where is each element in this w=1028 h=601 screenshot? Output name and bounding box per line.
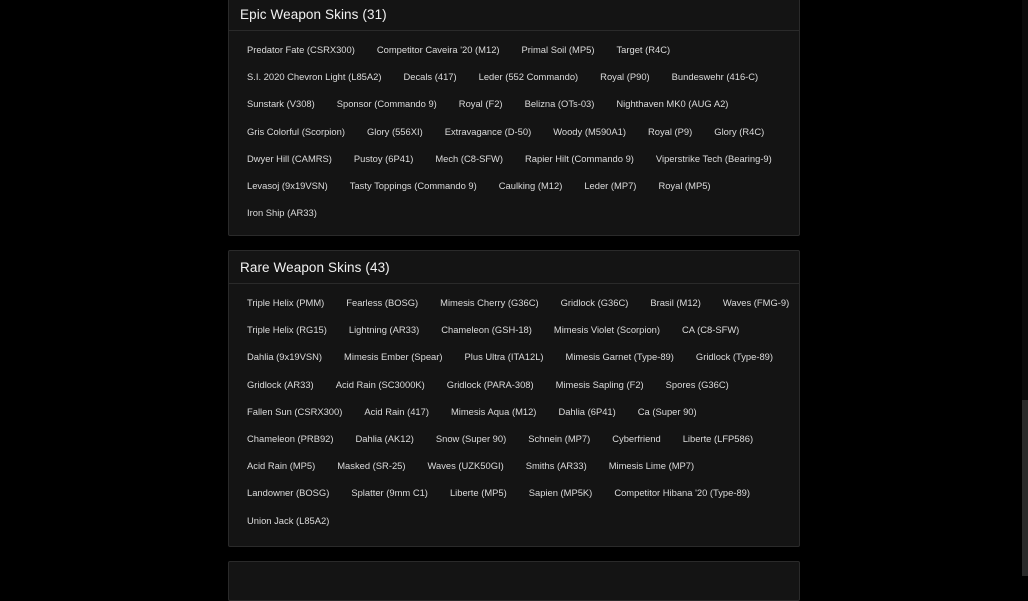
next-section-panel — [228, 561, 800, 601]
skin-item[interactable]: Mimesis Violet (Scorpion) — [553, 324, 661, 336]
skin-item[interactable]: Chameleon (PRB92) — [247, 433, 334, 445]
skin-item[interactable]: Mimesis Sapling (F2) — [555, 378, 644, 390]
skin-row — [236, 398, 793, 425]
skin-item[interactable]: Glory (R4C) — [714, 125, 765, 137]
skin-item[interactable]: Levasoj (9x19VSN) — [247, 180, 328, 192]
skin-row — [236, 172, 793, 199]
skin-item[interactable]: Mimesis Garnet (Type-89) — [565, 351, 674, 363]
skin-item[interactable]: Gridlock (G36C) — [560, 297, 629, 309]
skin-item[interactable]: Glory (556XI) — [366, 125, 423, 137]
skin-item[interactable]: Target (R4C) — [616, 44, 671, 56]
skin-item[interactable]: Triple Helix (PMM) — [247, 297, 325, 309]
skin-row — [236, 199, 793, 226]
skin-item[interactable]: Fallen Sun (CSRX300) — [247, 405, 343, 417]
skin-item[interactable]: Decals (417) — [403, 71, 457, 83]
skin-item[interactable]: Sponsor (Commando 9) — [336, 98, 437, 110]
page-scrollbar-thumb[interactable] — [1022, 400, 1028, 576]
rare-skins-header — [229, 251, 799, 284]
rare-skins-list — [229, 284, 799, 534]
skin-row — [236, 452, 793, 479]
skin-item[interactable]: Sapien (MP5K) — [528, 487, 593, 499]
skin-item[interactable]: Tasty Toppings (Commando 9) — [349, 180, 477, 192]
skin-row — [236, 343, 793, 370]
skin-item[interactable]: Viperstrike Tech (Bearing-9) — [655, 152, 772, 164]
skin-item[interactable]: Ca (Super 90) — [637, 405, 697, 417]
skin-item[interactable]: Dahlia (6P41) — [558, 405, 616, 417]
skin-item[interactable]: Royal (P9) — [647, 125, 693, 137]
rare-skins-panel — [228, 250, 800, 547]
skin-item[interactable]: Waves (FMG-9) — [722, 297, 790, 309]
skin-item[interactable]: Mimesis Cherry (G36C) — [440, 297, 539, 309]
skin-item[interactable]: Brasil (M12) — [650, 297, 701, 309]
skin-item[interactable]: Fearless (BOSG) — [346, 297, 419, 309]
skin-item[interactable]: Royal (F2) — [458, 98, 503, 110]
skin-item[interactable]: Royal (P90) — [600, 71, 650, 83]
skin-item[interactable]: Triple Helix (RG15) — [247, 324, 327, 336]
skin-item[interactable]: Acid Rain (417) — [364, 405, 429, 417]
epic-skins-list — [229, 31, 799, 226]
skin-row — [236, 371, 793, 398]
skin-item[interactable]: Mech (C8-SFW) — [435, 152, 504, 164]
skin-item[interactable]: Cyberfriend — [612, 433, 661, 445]
skin-item[interactable]: Belizna (OTs-03) — [524, 98, 595, 110]
skin-item[interactable]: Acid Rain (SC3000K) — [335, 378, 425, 390]
skin-item[interactable]: Rapier Hilt (Commando 9) — [525, 152, 634, 164]
page-scrollbar-track[interactable] — [1022, 0, 1028, 576]
skin-row — [236, 145, 793, 172]
skin-item[interactable]: S.I. 2020 Chevron Light (L85A2) — [247, 71, 382, 83]
skin-item[interactable]: Acid Rain (MP5) — [247, 460, 316, 472]
skin-item[interactable]: Woody (M590A1) — [553, 125, 626, 137]
skin-row — [236, 425, 793, 452]
skin-item[interactable]: Gris Colorful (Scorpion) — [247, 125, 345, 137]
skin-item[interactable]: Iron Ship (AR33) — [247, 207, 317, 219]
skin-item[interactable]: CA (C8-SFW) — [682, 324, 740, 336]
skin-item[interactable]: Plus Ultra (ITA12L) — [464, 351, 544, 363]
skin-item[interactable]: Mimesis Ember (Spear) — [344, 351, 443, 363]
skin-item[interactable]: Primal Soil (MP5) — [521, 44, 595, 56]
skin-item[interactable]: Splatter (9mm C1) — [351, 487, 428, 499]
skin-item[interactable]: Liberte (LFP586) — [682, 433, 754, 445]
skin-item[interactable]: Masked (SR-25) — [337, 460, 406, 472]
skin-row — [236, 479, 793, 506]
skin-item[interactable]: Pustoy (6P41) — [353, 152, 414, 164]
skin-item[interactable]: Dahlia (9x19VSN) — [247, 351, 323, 363]
skin-row — [236, 507, 793, 534]
skin-item[interactable]: Mimesis Aqua (M12) — [450, 405, 537, 417]
skin-item[interactable]: Dahlia (AK12) — [355, 433, 414, 445]
skin-item[interactable]: Dwyer Hill (CAMRS) — [247, 152, 332, 164]
skin-item[interactable]: Predator Fate (CSRX300) — [247, 44, 355, 56]
skin-item[interactable]: Gridlock (AR33) — [247, 378, 314, 390]
skin-item[interactable]: Spores (G36C) — [665, 378, 729, 390]
skin-item[interactable]: Landowner (BOSG) — [247, 487, 330, 499]
skin-row — [236, 289, 793, 316]
skin-row — [236, 118, 793, 145]
skin-item[interactable]: Leder (552 Commando) — [478, 71, 579, 83]
skin-row — [236, 63, 793, 90]
skin-row — [236, 90, 793, 117]
skin-item[interactable]: Lightning (AR33) — [348, 324, 420, 336]
skin-item[interactable]: Nighthaven MK0 (AUG A2) — [616, 98, 729, 110]
skin-item[interactable]: Mimesis Lime (MP7) — [608, 460, 695, 472]
skin-item[interactable]: Liberte (MP5) — [449, 487, 507, 499]
skin-row — [236, 316, 793, 343]
skin-item[interactable]: Waves (UZK50GI) — [427, 460, 504, 472]
skin-item[interactable]: Competitor Caveira '20 (M12) — [376, 44, 500, 56]
skin-item[interactable]: Royal (MP5) — [658, 180, 711, 192]
skin-item[interactable]: Caulking (M12) — [498, 180, 563, 192]
epic-skins-panel — [228, 0, 800, 236]
rare-skins-title: Rare Weapon Skins (43) — [240, 259, 390, 275]
skin-item[interactable]: Gridlock (Type-89) — [695, 351, 774, 363]
epic-skins-title: Epic Weapon Skins (31) — [240, 6, 387, 22]
skin-item[interactable]: Bundeswehr (416-C) — [671, 71, 759, 83]
skin-item[interactable]: Competitor Hibana '20 (Type-89) — [614, 487, 751, 499]
skin-item[interactable]: Schnein (MP7) — [528, 433, 591, 445]
skin-item[interactable]: Smiths (AR33) — [525, 460, 587, 472]
skin-item[interactable]: Sunstark (V308) — [247, 98, 315, 110]
epic-skins-header — [229, 0, 799, 31]
skin-item[interactable]: Gridlock (PARA-308) — [446, 378, 534, 390]
skin-item[interactable]: Extravagance (D-50) — [444, 125, 532, 137]
skin-item[interactable]: Union Jack (L85A2) — [247, 514, 330, 526]
skin-item[interactable]: Snow (Super 90) — [435, 433, 507, 445]
skin-item[interactable]: Leder (MP7) — [584, 180, 637, 192]
skin-row — [236, 36, 793, 63]
skin-item[interactable]: Chameleon (GSH-18) — [441, 324, 532, 336]
